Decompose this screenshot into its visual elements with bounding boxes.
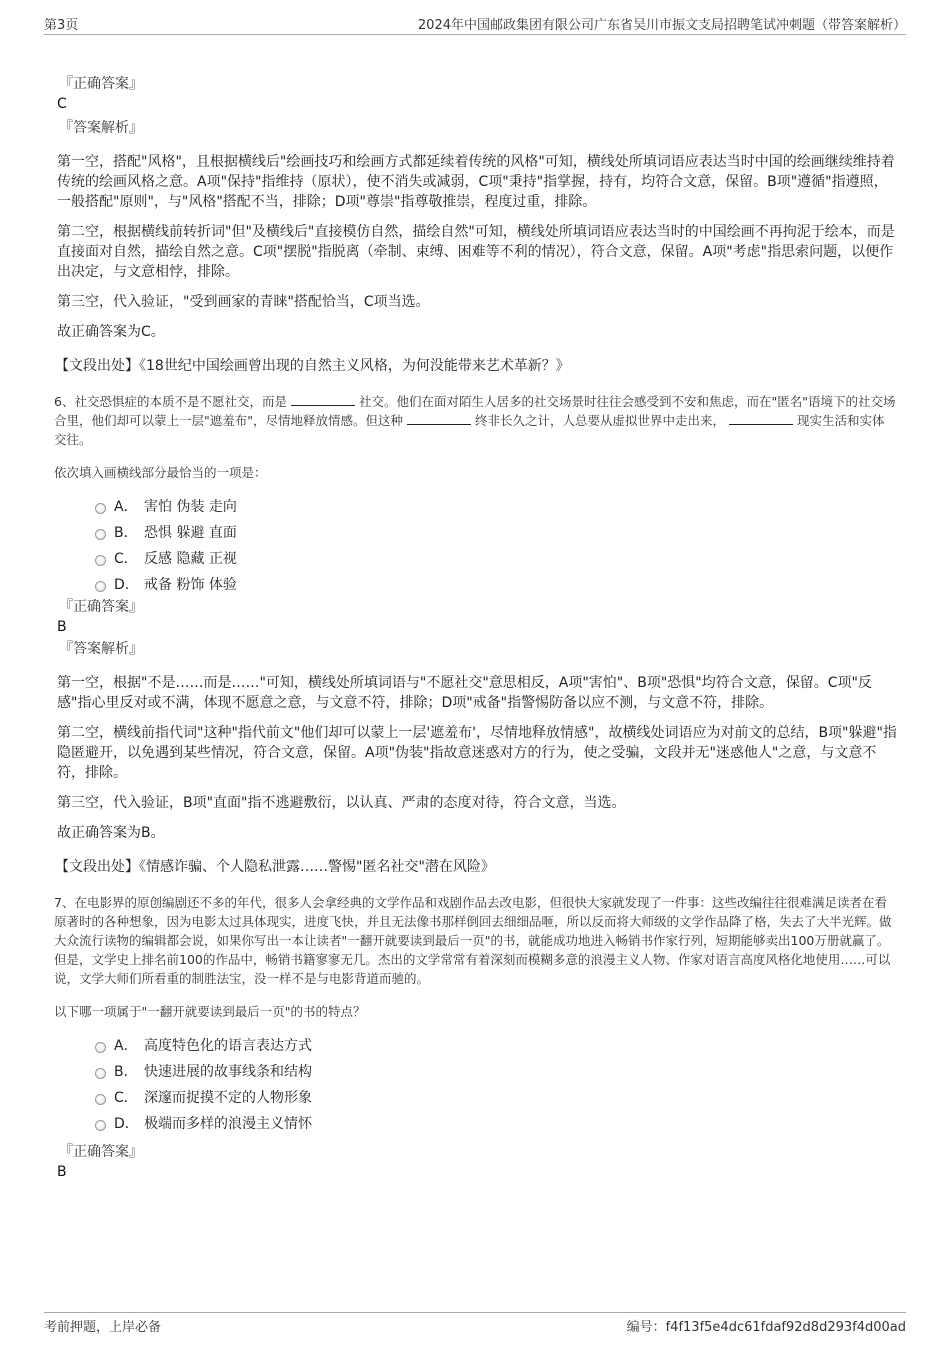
analysis-paragraph: 第一空，搭配"风格"，且根据横线后"绘画技巧和绘画方式都延续着传统的风格"可知，横线处所填词语应表达当时中国的绘画继续维持着传统的绘画风格之意。A项"保持"指维持（原状），使不消失或减弱，C项"秉持"指掌握，持有，均符合文意，保留。B项"遵循"指遵照，一般搭配"原则"，与"风格"搭配不当，排除；D项"尊崇"指尊敬推崇，程度过重，排除。 — [57, 154, 895, 210]
correct-answer-value: C — [57, 96, 67, 112]
page-footer — [44, 1312, 906, 1336]
analysis-paragraph: 故正确答案为C。 — [57, 324, 165, 340]
options-list — [95, 493, 897, 597]
option-d[interactable]: D． 戒备 粉饰 体验 — [95, 571, 897, 597]
source-citation: 【文段出处】《18世纪中国绘画曾出现的自然主义风格，为何没能带来艺术革新？》 — [55, 358, 570, 374]
question-6 — [54, 392, 897, 877]
radio-icon[interactable] — [95, 1094, 106, 1105]
options-list — [95, 1032, 897, 1136]
document-body — [54, 74, 897, 1182]
option-d[interactable]: D． 极端而多样的浪漫主义情怀 — [95, 1110, 897, 1136]
option-c[interactable]: C． 反感 隐藏 正视 — [95, 545, 897, 571]
option-a[interactable]: A． 高度特色化的语言表达方式 — [95, 1032, 897, 1058]
blank-line — [407, 412, 471, 425]
correct-answer-value: B — [57, 1164, 67, 1180]
page-number: 第3页 — [44, 18, 79, 33]
analysis-paragraph: 故正确答案为B。 — [57, 825, 165, 841]
correct-answer-value: B — [57, 619, 67, 635]
blank-line — [291, 393, 355, 406]
source-citation: 【文段出处】《情感诈骗、个人隐私泄露……警惕"匿名社交"潜在风险》 — [55, 859, 495, 875]
correct-answer-label: 『正确答案』 — [59, 599, 143, 615]
correct-answer-label: 『正确答案』 — [59, 1144, 143, 1160]
question-stem: 7、在电影界的原创编剧还不多的年代，很多人会拿经典的文学作品和戏剧作品去改电影，但很快大家就发现了一件事：这些改编往往很难满足读者在看原著时的各种想象，因为电影太过具体现实，进度飞快，并且无法像书那样倒回去细细品咂，所以反而将大师级的文学作品降了格，失去了大半光辉。做大众流行读物的编辑都会说，如果你写出一本让读者"一翻开就要读到最后一页"的书，就能成功地进入畅销书作家行列，短期能够卖出100万册就赢了。但是，文学史上排名前100的作品中，畅销书籍寥寥无几。杰出的文学常常有着深刻而模糊多意的浪漫主义人物、作家对语言高度风格化地使用……可以说，文学大师们所看重的制胜法宝，没一样不是与电影背道而驰的。 — [54, 895, 892, 986]
document-title: 2024年中国邮政集团有限公司广东省吴川市振文支局招聘笔试冲刺题（带答案解析） — [417, 18, 906, 33]
option-a[interactable]: A． 害怕 伪装 走向 — [95, 493, 897, 519]
question-prompt: 依次填入画横线部分最恰当的一项是： — [54, 465, 267, 480]
question-prompt: 以下哪一项属于"一翻开就要读到最后一页"的书的特点？ — [54, 1004, 366, 1019]
question-7 — [54, 893, 897, 1182]
analysis-paragraph: 第一空，根据"不是……而是……"可知，横线处所填词语与"不愿社交"意思相反，A项"害怕"、B项"恐惧"均符合文意，保留。C项"反感"指心里反对或不满，体现不愿意之意，与文意不符，排除；D项"戒备"指警惕防备以应不测，与文意不符，排除。 — [57, 675, 872, 711]
radio-icon[interactable] — [95, 581, 106, 592]
radio-icon[interactable] — [95, 1042, 106, 1053]
blank-line — [729, 412, 793, 425]
analysis-paragraph: 第三空，代入验证，"受到画家的青睐"搭配恰当，C项当选。 — [57, 294, 430, 310]
option-b[interactable]: B． 恐惧 躲避 直面 — [95, 519, 897, 545]
footer-slogan: 考前押题，上岸必备 — [44, 1320, 162, 1335]
option-b[interactable]: B． 快速进展的故事线条和结构 — [95, 1058, 897, 1084]
document-serial: 编号：f4f13f5e4dc61fdaf92d8d293f4d00ad — [626, 1320, 906, 1335]
page-header — [44, 14, 906, 35]
radio-icon[interactable] — [95, 555, 106, 566]
option-c[interactable]: C． 深邃而捉摸不定的人物形象 — [95, 1084, 897, 1110]
analysis-label: 『答案解析』 — [59, 641, 143, 657]
radio-icon[interactable] — [95, 529, 106, 540]
question-stem: 6、社交恐惧症的本质不是不愿社交，而是 社交。他们在面对陌生人居多的社交场景时往往会感受到不安和焦虑，而在"匿名"语境下的社交场合里，他们却可以蒙上一层"遮羞布"，尽情地释放情感。但这种 终非长久之计，人总要从虚拟世界中走出来， 现实生活和实体交往。 — [54, 394, 896, 447]
analysis-paragraph: 第三空，代入验证，B项"直面"指不逃避敷衍，以认真、严肃的态度对待，符合文意，当选。 — [57, 795, 626, 811]
radio-icon[interactable] — [95, 1120, 106, 1131]
correct-answer-label: 『正确答案』 — [59, 76, 143, 92]
analysis-paragraph: 第二空，根据横线前转折词"但"及横线后"直接模仿自然，描绘自然"可知，横线处所填词语应表达当时的中国绘画不再拘泥于绘本，而是直接面对自然，描绘自然之意。C项"摆脱"指脱离（牵制、束缚、困难等不利的情况），符合文意，保留。A项"考虑"指思索问题，以便作出决定，与文意相悖，排除。 — [57, 224, 895, 280]
analysis-paragraph: 第二空，横线前指代词"这种"指代前文"他们却可以蒙上一层'遮羞布'，尽情地释放情感"，故横线处词语应为对前文的总结，B项"躲避"指隐匿避开，以免遇到某些情况，符合文意，保留。A项"伪装"指故意迷惑对方的行为，使之受骗，文段并无"迷惑他人"之意，与文意不符，排除。 — [57, 725, 897, 781]
radio-icon[interactable] — [95, 503, 106, 514]
analysis-label: 『答案解析』 — [59, 120, 143, 136]
radio-icon[interactable] — [95, 1068, 106, 1079]
question-5-answer-block — [57, 74, 897, 376]
